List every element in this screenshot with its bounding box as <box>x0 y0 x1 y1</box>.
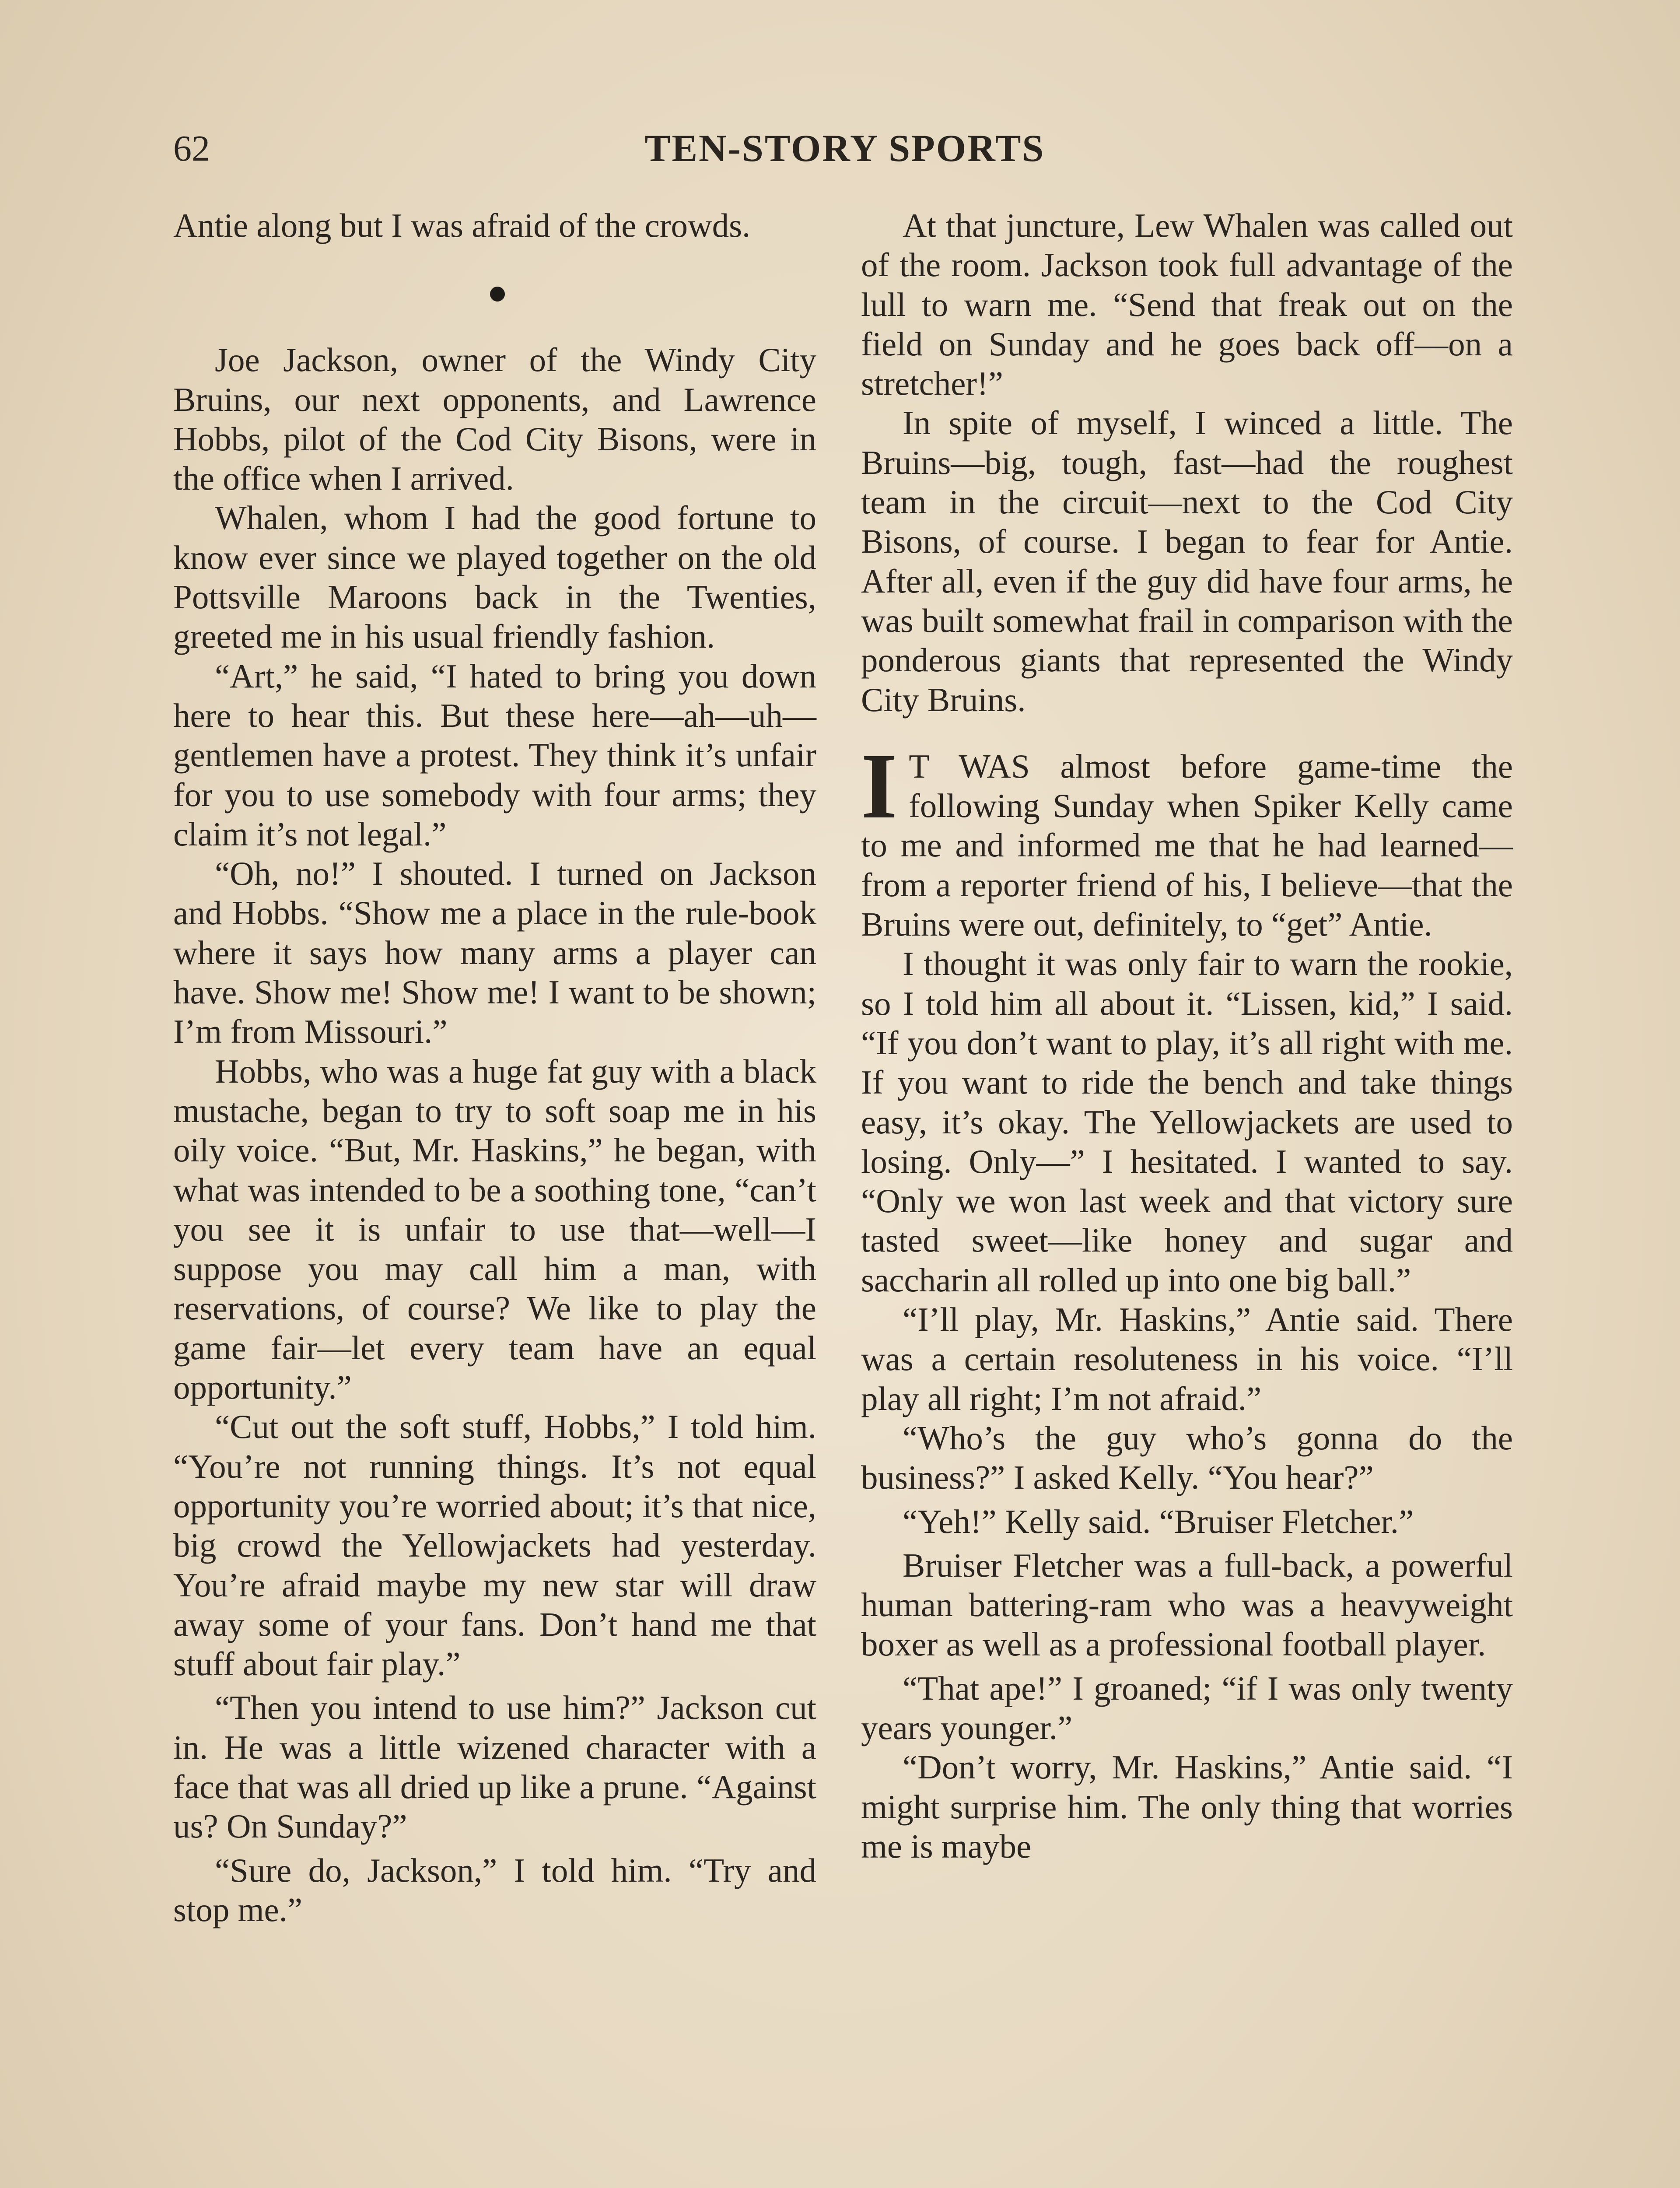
paragraph: I thought it was only fair to warn the rookie, so I told him all about it. “Lissen, kid,” I said. “If you don’t want to play, it’s all right with me. If you want to ride the bench and take things easy, it’s okay. The Yellowjackets are used to losing. Only—” I hesitated. I wanted to say. “Only we won last week and that victory sure tasted sweet—like honey and sugar and saccharin all rolled up into one big ball.” <box>861 945 1513 1299</box>
paragraph: “I’ll play, Mr. Haskins,” Antie said. There was a certain resoluteness in his voice. “I’ll play all right; I’m not afraid.” <box>861 1301 1513 1417</box>
page-header <box>173 127 1516 175</box>
paragraph: “Don’t worry, Mr. Haskins,” Antie said. “I might surprise him. The only thing that worries me is maybe <box>861 1748 1513 1865</box>
section-break-dot <box>490 287 505 302</box>
paragraph: “Oh, no!” I shouted. I turned on Jackson and Hobbs. “Show me a place in the rule-book where it says how many arms a player can have. Show me! Show me! I want to be shown; I’m from Missouri.” <box>173 855 816 1051</box>
paragraph: Bruiser Fletcher was a full-back, a powerful human battering-ram who was a heavyweight boxer as well as a professional football player. <box>861 1546 1513 1663</box>
paragraph: “Who’s the guy who’s gonna do the business?” I asked Kelly. “You hear?” <box>861 1419 1513 1497</box>
paragraph: “Yeh!” Kelly said. “Bruiser Fletcher.” <box>903 1502 1414 1540</box>
paragraph: Hobbs, who was a huge fat guy with a black mustache, began to try to soft soap me in his oily voice. “But, Mr. Haskins,” he began, with what was intended to be a soothing tone, “can’t you see it is unfair to use that—well—I suppose you may call him a man, with reservations, of course? We like to play the game fair—let every team have an equal opportunity.” <box>173 1052 816 1406</box>
paragraph: “Sure do, Jackson,” I told him. “Try and stop me.” <box>173 1851 816 1929</box>
paragraph-with-drop-cap <box>861 734 1513 944</box>
paragraph: “Art,” he said, “I hated to bring you down here to hear this. But these here—ah—uh—gentlemen have a protest. They think it’s unfair for you to use somebody with four arms; they claim it’s not legal.” <box>173 657 816 853</box>
paragraph: “Then you intend to use him?” Jackson cut in. He was a little wizened character with a face that was all dried up like a prune. “Against us? On Sunday?” <box>173 1689 816 1845</box>
paragraph-text: T WAS almost before game-time the following Sunday when Spiker Kelly came to me and informed me that he had learned—from a reporter friend of his, I believe—that the Bruins were out, definitely, to “get” Antie. <box>861 747 1513 943</box>
paragraph: In spite of myself, I winced a little. The Bruins—big, tough, fast—had the roughest team in the circuit—next to the Cod City Bisons, of course. I began to fear for Antie. After all, even if the guy did have four arms, he was built somewhat frail in comparison with the ponderous giants that represented the Windy City Bruins. <box>861 404 1513 719</box>
paragraph: At that juncture, Lew Whalen was called out of the room. Jackson took full advantage of the lull to warn me. “Send that freak out on the field on Sunday and he goes back off—on a stretcher!” <box>861 207 1513 403</box>
drop-cap: I <box>861 734 898 838</box>
paragraph: Joe Jackson, owner of the Windy City Bruins, our next opponents, and Lawrence Hobbs, pilot of the Cod City Bisons, were in the office when I arrived. <box>173 341 816 498</box>
paragraph: “Cut out the soft stuff, Hobbs,” I told him. “You’re not running things. It’s not equal opportunity you’re worried about; it’s that nice, big crowd the Yellowjackets had yesterday. You’re afraid maybe my new star will draw away some of your fans. Don’t hand me that stuff about fair play.” <box>173 1408 816 1683</box>
right-column <box>861 206 1513 1866</box>
running-title: TEN-STORY SPORTS <box>644 127 1045 170</box>
paragraph: Whalen, whom I had the good fortune to know ever since we played together on the old Pottsville Maroons back in the Twenties, greeted me in his usual friendly fashion. <box>173 499 816 656</box>
left-column <box>173 206 816 1929</box>
paragraph: Antie along but I was afraid of the crowds. <box>173 207 751 244</box>
paragraph: “That ape!” I groaned; “if I was only twenty years younger.” <box>861 1669 1513 1746</box>
page-number: 62 <box>173 128 210 169</box>
